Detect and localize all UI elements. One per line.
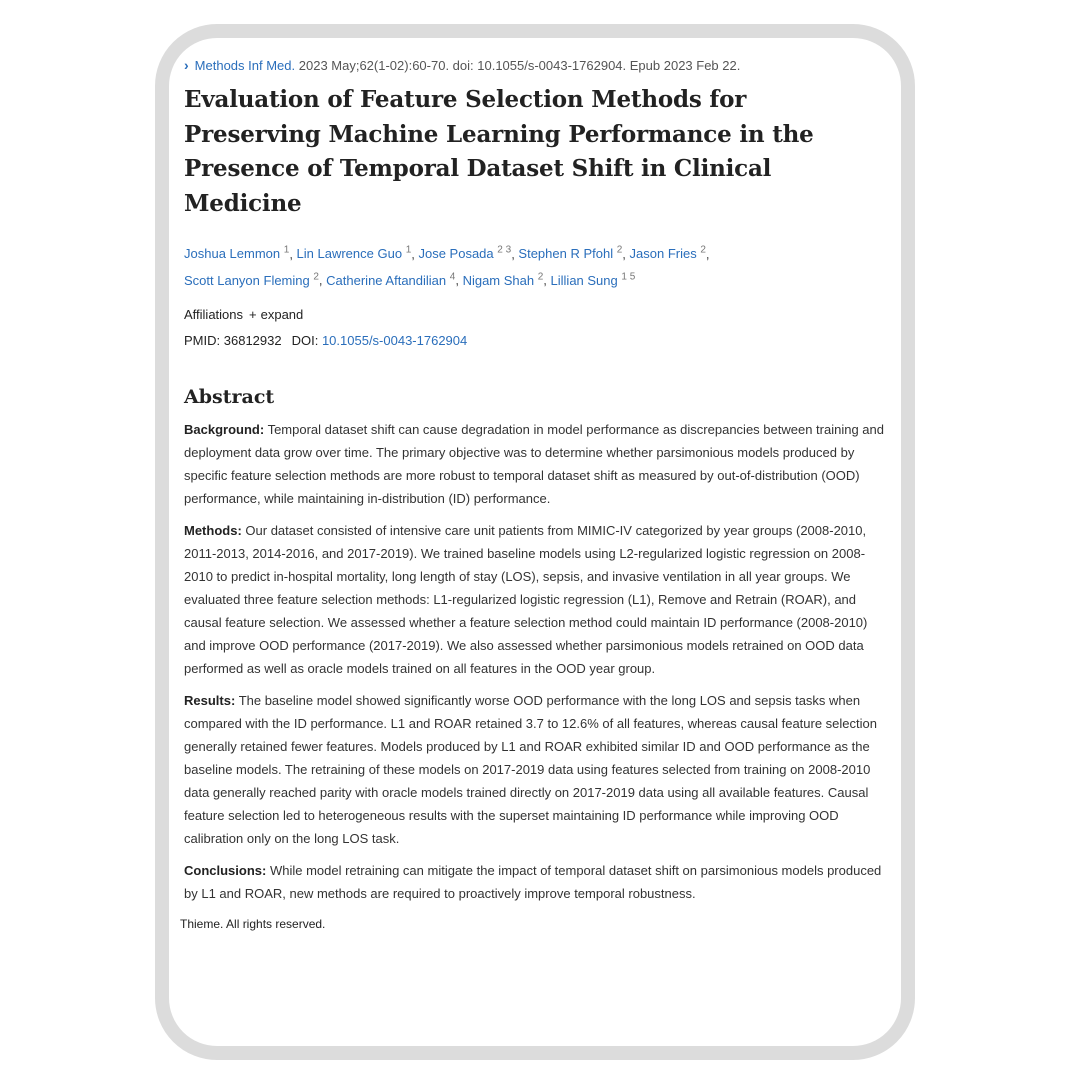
- author-name-link[interactable]: Jose Posada: [418, 246, 494, 262]
- abstract-section: [184, 418, 884, 510]
- section-label: Background:: [184, 421, 265, 437]
- abstract-body: [184, 418, 884, 905]
- author-list: Joshua Lemmon $^1$, Lin Lawrence Guo $^1$, Jose Posada $^{2 3}$, Stephen R Pfohl $^2$, Jason Fries $^2$, Scott Lanyon Fleming $^2$, Catherine Aftandilian $^4$, Nigam Shah $^2$, Lillian Sung $^{1 5}$: [184, 245, 710, 288]
- identifiers-row: [184, 328, 884, 354]
- article-title: Evaluation of Feature Selection Methods for Preserving Machine Learning Performance in the Presence of Temporal Dataset Shift in Clinical Medicine: [184, 86, 814, 217]
- screenshot-frame: [155, 24, 915, 1060]
- author-9: [551, 273, 636, 288]
- journal-link[interactable]: Methods Inf Med.: [194, 58, 296, 73]
- author-7: [326, 273, 455, 288]
- author-affiliation-number[interactable]: 2: [313, 271, 319, 283]
- author-4: [518, 246, 622, 261]
- author-3: [418, 246, 511, 261]
- abstract-heading: Abstract: [184, 385, 275, 408]
- author-affiliation-number[interactable]: 2 3: [497, 245, 512, 256]
- author-name-link[interactable]: Catherine Aftandilian: [326, 272, 447, 288]
- author-6: [184, 273, 319, 288]
- plus-icon[interactable]: +: [249, 306, 257, 322]
- copyright-notice: Thieme. All rights reserved.: [180, 916, 326, 931]
- author-name-link[interactable]: Joshua Lemmon: [184, 246, 281, 262]
- pmid-label: PMID:: [184, 332, 221, 348]
- author-2: [297, 246, 412, 261]
- author-affiliation-number[interactable]: 2: [616, 245, 623, 256]
- citation-line: [184, 52, 884, 79]
- pmid-value: 36812932: [223, 332, 282, 348]
- section-label: Results:: [184, 692, 236, 708]
- author-affiliation-number[interactable]: 1: [283, 245, 290, 256]
- expand-button[interactable]: expand: [260, 306, 304, 322]
- abstract-section: [184, 689, 884, 850]
- doi-link[interactable]: 10.1055/s-0043-1762904: [321, 332, 468, 348]
- author-affiliation-number[interactable]: 1: [405, 245, 412, 256]
- section-label: Conclusions:: [184, 862, 267, 878]
- author-name-link[interactable]: Scott Lanyon Fleming: [184, 272, 310, 288]
- affiliations-row: [184, 302, 884, 328]
- section-text: Our dataset consisted of intensive care unit patients from MIMIC-IV categorized by year groups (2008-2010, 2011-2013, 2014-2016, and 2017-2019). We trained baseline models using L2-regularized logistic regression on 2008-2010 to predict in-hospital mortality, long length of stay (LOS), sepsis, and invasive ventilation in all year groups. We evaluated three feature selection methods: L1-regularized logistic regression (L1), Remove and Retrain (ROAR), and causal feature selection. We assessed whether a feature selection method could maintain ID performance (2008-2010) and improve OOD performance (2017-2019). We also assessed whether parsimonious models retrained on OOD data performed as well as oracle models trained on all features in the OOD year group.: [184, 522, 868, 676]
- citation-details: 2023 May;62(1-02):60-70. doi: 10.1055/s-0043-1762904. Epub 2023 Feb 22.: [298, 58, 741, 73]
- section-label: Methods:: [184, 522, 242, 538]
- author-name-link[interactable]: Lillian Sung: [550, 272, 618, 288]
- author-affiliation-number[interactable]: 2: [537, 271, 544, 283]
- section-text: Temporal dataset shift can cause degradation in model performance as discrepancies between training and deployment data grow over time. The primary objective was to determine whether parsimonious models produced by specific feature selection methods are more robust to temporal dataset shift as measured by out-of-distribution (OOD) performance, while maintaining in-distribution (ID) performance.: [184, 421, 884, 506]
- author-1: [184, 246, 289, 261]
- author-affiliation-number[interactable]: 1 5: [621, 271, 636, 283]
- author-name-link[interactable]: Nigam Shah: [462, 272, 535, 288]
- abstract-section: [184, 859, 884, 905]
- chevron-right-icon[interactable]: ›: [184, 57, 189, 73]
- doi-label: DOI:: [291, 332, 319, 348]
- author-8: [463, 273, 544, 288]
- affiliations-label: Affiliations: [184, 306, 244, 322]
- section-text: While model retraining can mitigate the impact of temporal dataset shift on parsimonious models produced by L1 and ROAR, new methods are required to proactively improve temporal robustness.: [184, 862, 882, 901]
- author-affiliation-number[interactable]: 4: [449, 271, 456, 283]
- article-content: [180, 52, 884, 931]
- author-5: [630, 246, 706, 261]
- author-affiliation-number[interactable]: 2: [700, 245, 706, 256]
- section-text: The baseline model showed significantly worse OOD performance with the long LOS and sepsis tasks when compared with the ID performance. L1 and ROAR retained 3.7 to 12.6% of all features, whereas causal feature selection generally retained fewer features. Models produced by L1 and ROAR exhibited similar ID and OOD performance as the baseline models. The retraining of these models on 2017-2019 data using features selected from training on 2008-2010 data generally reached parity with oracle models trained directly on 2017-2019 data using all available features. Causal feature selection led to heterogeneous results with the superset maintaining ID performance while improving OOD calibration only on the long LOS task.: [184, 692, 877, 846]
- author-name-link[interactable]: Jason Fries: [629, 246, 697, 262]
- author-name-link[interactable]: Lin Lawrence Guo: [296, 246, 403, 262]
- abstract-section: [184, 519, 884, 680]
- author-name-link[interactable]: Stephen R Pfohl: [518, 246, 614, 262]
